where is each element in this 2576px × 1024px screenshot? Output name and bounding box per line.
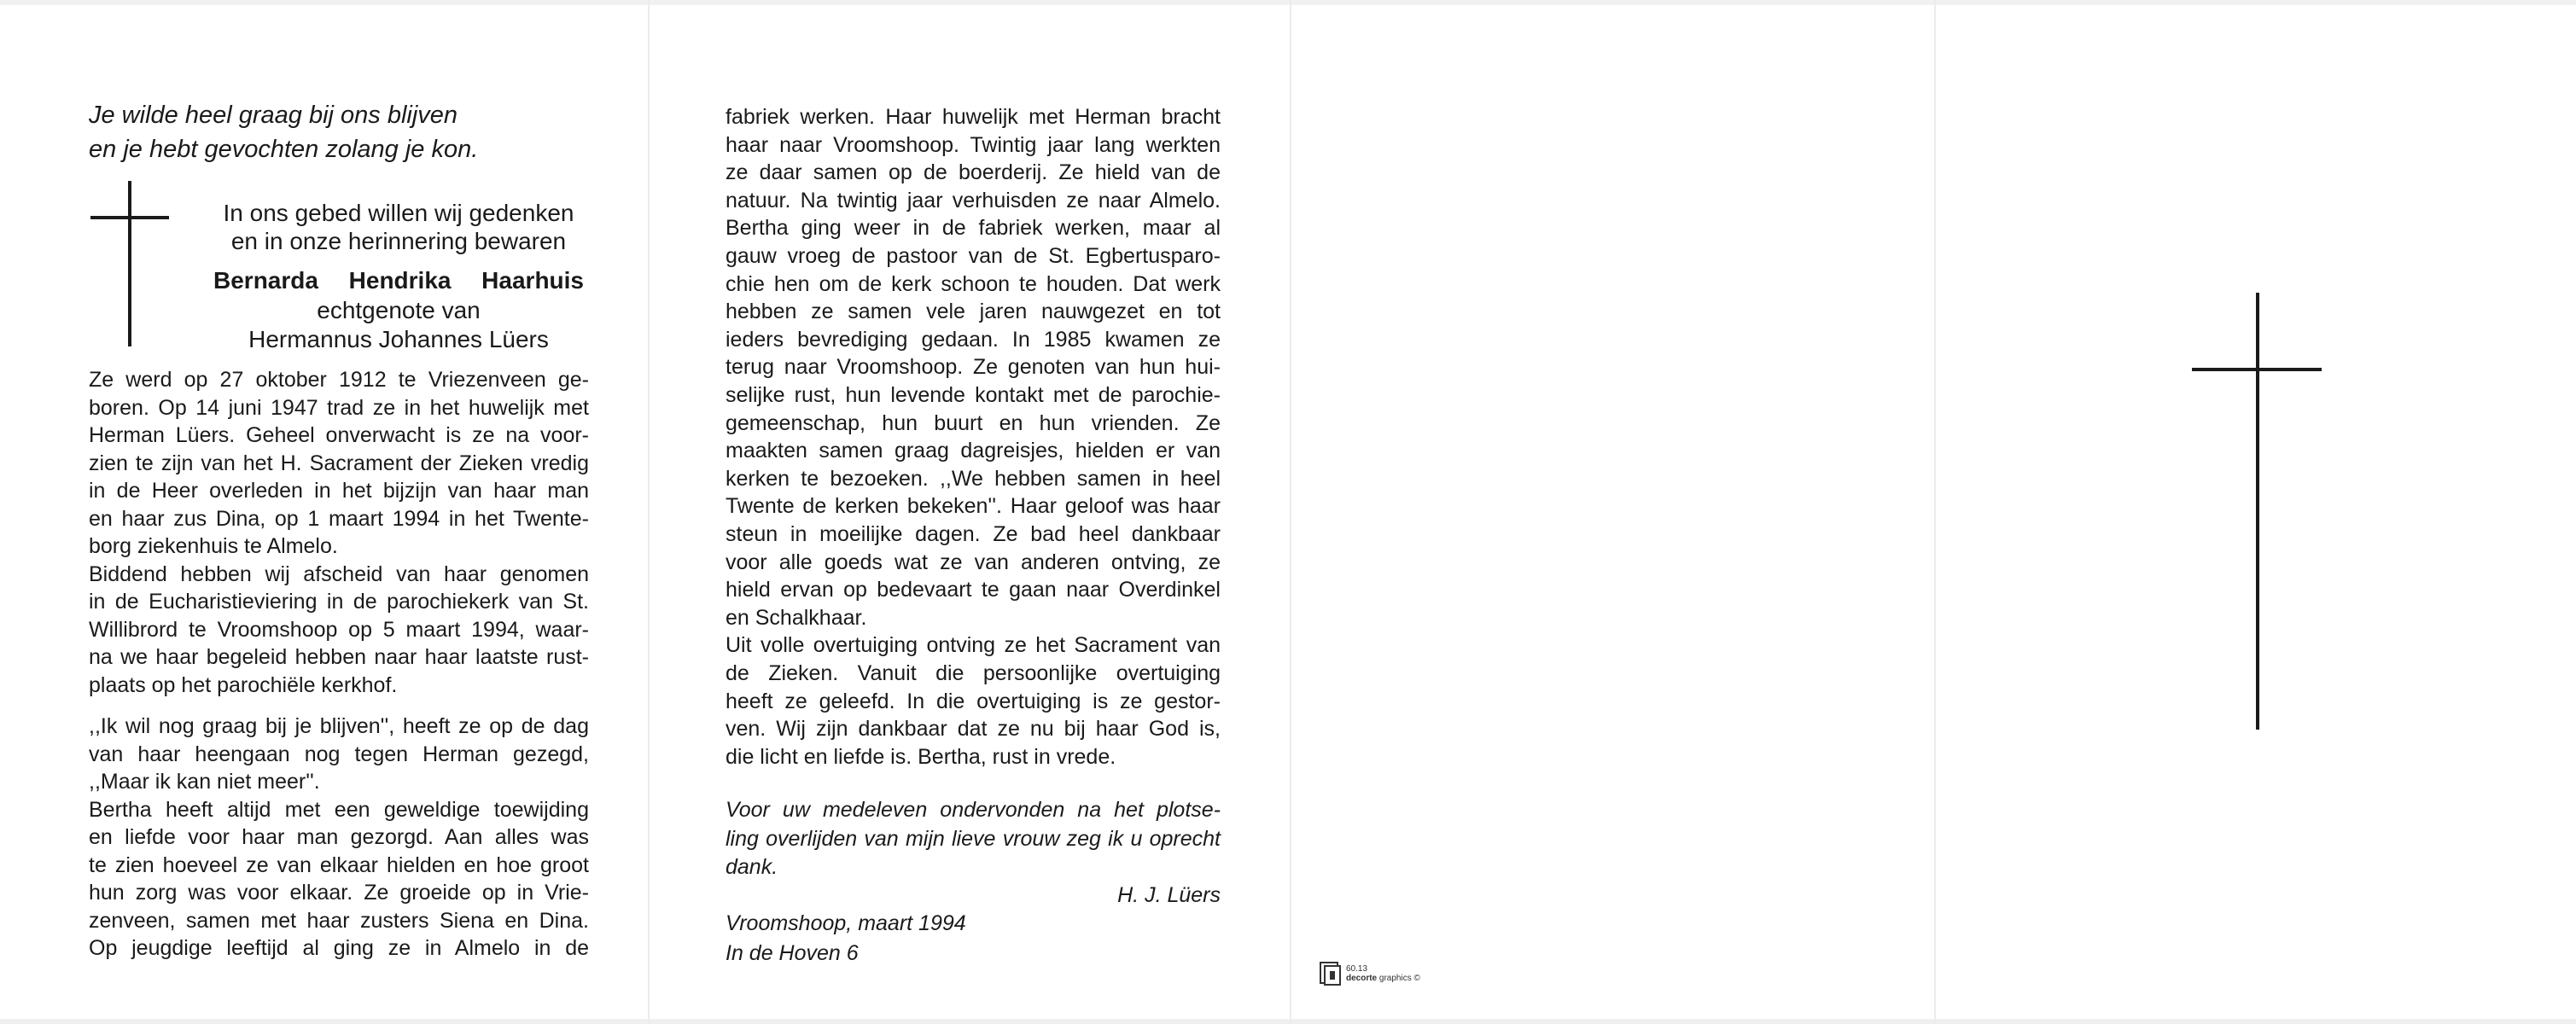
printer-brand: graphics © — [1378, 974, 1420, 983]
signature: H. J. Lüers — [1117, 883, 1221, 907]
motto-line: en je hebt gevochten zolang je kon. — [89, 136, 479, 163]
page-bottom-edge — [0, 1019, 2576, 1024]
text-line: en haar zus Dina, op 1 maart 1994 in het Twente- — [89, 507, 589, 531]
text-line: in de Eucharistieviering in de parochiekerk van St. — [89, 590, 589, 614]
memorial-intro: en in onze herinnering bewaren — [230, 228, 567, 254]
text-line: terug naar Vroomshoop. Ze genoten van hun hui- — [726, 355, 1221, 379]
text-line: borg ziekenhuis te Almelo. — [89, 534, 338, 558]
text-line: Bertha heeft altijd met een geweldige toewijding — [89, 798, 589, 822]
fold-line — [1290, 0, 1291, 1024]
text-line: steun in moeilijke dagen. Ze bad heel dankbaar — [726, 522, 1221, 546]
text-line: haar naar Vroomshoop. Twintig jaar lang werkten — [726, 133, 1221, 157]
text-line: voor alle goeds wat ze van anderen ontving, ze — [726, 550, 1221, 574]
text-line: zenveen, samen met haar zusters Siena en Dina. — [89, 909, 589, 933]
text-line: heeft ze geleefd. In die overtuiging is ze gestor- — [726, 689, 1221, 713]
text-line: Voor uw medeleven ondervonden na het plotse- — [726, 798, 1221, 822]
text-line: Biddend hebben wij afscheid van haar genomen — [89, 562, 589, 586]
relation-label: echtgenote van — [317, 297, 481, 323]
text-line: maakten samen graag dagreisjes, hielden er van — [726, 439, 1221, 463]
printer-logo-icon — [1319, 961, 1343, 986]
text-line: boren. Op 14 juni 1947 trad ze in het huwelijk met — [89, 396, 589, 420]
text-line: gemeenschap, hun buurt en hun vrienden. Ze — [726, 411, 1221, 435]
text-line: fabriek werken. Haar huwelijk met Herman bracht — [726, 105, 1221, 129]
text-line: en Schalkhaar. — [726, 606, 867, 630]
text-line: en liefde voor haar man gezorgd. Aan alles was — [89, 825, 589, 849]
text-line: Op jeugdige leeftijd al ging ze in Almelo in de — [89, 936, 589, 960]
text-line: plaats op het parochiële kerkhof. — [89, 673, 398, 697]
text-line: natuur. Na twintig jaar verhuisden ze naar Almelo. — [726, 189, 1221, 212]
text-line: zien te zijn van het H. Sacrament der Zieken vredig — [89, 451, 589, 475]
text-line: ze daar samen op de boerderij. Ze hield van de — [726, 160, 1221, 184]
text-line: te zien hoeveel ze van elkaar hielden en hoe groot — [89, 853, 589, 877]
text-line: ling overlijden van mijn lieve vrouw zeg ik u oprecht — [726, 827, 1221, 851]
place-date: Vroomshoop, maart 1994 — [726, 911, 966, 935]
text-line: gauw vroeg de pastoor van de St. Egbertusparo- — [726, 244, 1221, 268]
printer-code: 60.13 — [1346, 964, 1368, 974]
text-line: dank. — [726, 855, 778, 879]
text-line: van haar heengaan nog tegen Herman gezegd, — [89, 742, 589, 766]
text-line: hebben ze samen vele jaren nauwgezet en tot — [726, 300, 1221, 323]
address: In de Hoven 6 — [726, 941, 859, 965]
memorial-intro: In ons gebed willen wij gedenken — [223, 200, 574, 226]
text-line: die licht en liefde is. Bertha, rust in vrede. — [726, 745, 1116, 769]
text-line: selijke rust, hun levende kontakt met de parochie- — [726, 383, 1221, 407]
text-line: na we haar begeleid hebben naar haar laatste rust- — [89, 645, 589, 669]
text-line: in de Heer overleden in het bijzijn van haar man — [89, 479, 589, 503]
text-line: Willibrord te Vroomshoop op 5 maart 1994, waar- — [89, 618, 589, 642]
printer-brand-bold: decorte — [1346, 974, 1378, 983]
text-line: hield ervan op bedevaart te gaan naar Overdinkel — [726, 578, 1221, 602]
text-line: kerken te bezoeken. ,,We hebben samen in heel — [726, 467, 1221, 491]
text-line: ,,Maar ik kan niet meer''. — [89, 770, 320, 794]
printer-mark — [1319, 961, 1420, 986]
text-line: Ze werd op 27 oktober 1912 te Vriezenveen ge- — [89, 368, 589, 392]
page-top-edge — [0, 0, 2576, 5]
text-line: de Zieken. Vanuit die persoonlijke overtuiging — [726, 661, 1221, 685]
text-line: ,,Ik wil nog graag bij je blijven'', heeft ze op de dag — [89, 714, 589, 738]
deceased-name: Bernarda Hendrika Haarhuis — [213, 267, 584, 294]
text-line: ven. Wij zijn dankbaar dat ze nu bij haar God is, — [726, 717, 1221, 741]
text-line: Twente de kerken bekeken''. Haar geloof was haar — [726, 494, 1221, 518]
text-line: Uit volle overtuiging ontving ze het Sacrament van — [726, 633, 1221, 657]
text-line: Herman Lüers. Geheel onverwacht is ze na voor- — [89, 423, 589, 447]
text-line: chie hen om de kerk schoon te houden. Dat werk — [726, 272, 1221, 296]
text-line: hun zorg was voor elkaar. Ze groeide op in Vrie- — [89, 881, 589, 905]
spouse-name: Hermannus Johannes Lüers — [248, 326, 549, 352]
text-line: ieders bevrediging gedaan. In 1985 kwamen ze — [726, 328, 1221, 352]
fold-line — [1934, 0, 1936, 1024]
motto-line: Je wilde heel graag bij ons blijven — [89, 102, 458, 129]
text-line: Bertha ging weer in de fabriek werken, maar al — [726, 216, 1221, 240]
fold-line — [648, 0, 650, 1024]
